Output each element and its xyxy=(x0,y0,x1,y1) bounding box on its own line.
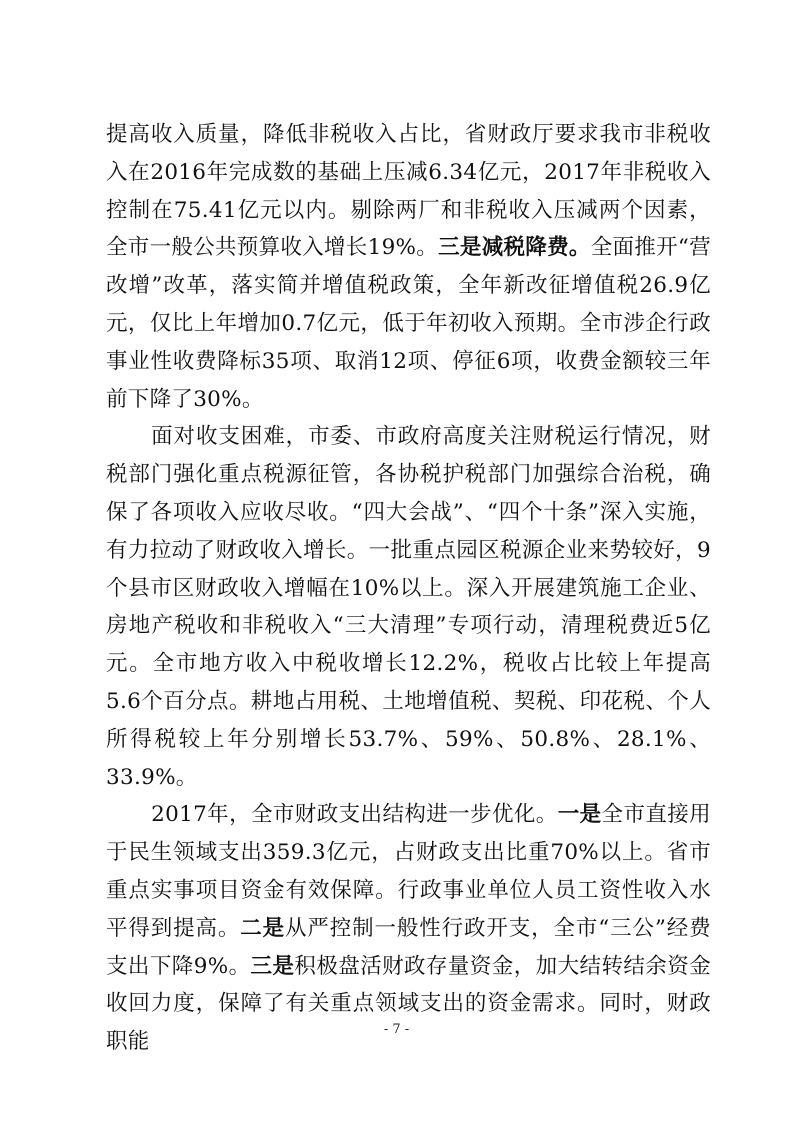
paragraph-3-text-b: 全市直接用于民生领域支出359.3亿元，占财政支出比重70%以上。省市重点实事项目资金有效保障。行政事业单位人员工资性收入水平得到提高。 xyxy=(106,802,711,941)
page-number: - 7 - xyxy=(383,1022,410,1037)
heading-tax-reduction: 三是减税降费。 xyxy=(438,235,591,261)
marker-first: 一是 xyxy=(557,802,602,828)
paragraph-2-text: 面对收支困难，市委、市政府高度关注财税运行情况，财税部门强化重点税源征管，各协税护税部门加强综合治税，确保了各项收入应收尽收。“四大会战”、“四个十条”深入实施，有力拉动了财政收入增长。一批重点园区税源企业来势较好，9个县市区财政收入增幅在10%以上。深入开展建筑施工企业、房地产税收和非税收入“三大清理”专项行动，清理税费近5亿元。全市地方收入中税收增长12.2%，税收占比较上年提高5.6个百分点。耕地占用税、土地增值税、契税、印花税、个人所得税较上年分别增长53.7%、59%、50.8%、28.1%、33.9%。 xyxy=(106,424,711,790)
paragraph-3-text-d: 积极盘活财政存量资金，加大结转结余资金收回力度，保障了有关重点领域支出的资金需求。同时，财政职能 xyxy=(106,953,711,1055)
paragraph-1-text-b: 全面推开“营改增”改革，落实简并增值税政策，全年新改征增值税26.9亿元，仅比上年增加0.7亿元，低于年初收入预期。全市涉企行政事业性收费降标35项、取消12项、停征6项，收费金额较三年前下降了30%。 xyxy=(106,235,711,412)
paragraph-1-text-a: 提高收入质量，降低非税收入占比，省财政厅要求我市非税收入在2016年完成数的基础上压减6.34亿元，2017年非税收入控制在75.41亿元以内。剔除两厂和非税收入压减两个因素，全市一般公共预算收入增长19%。 xyxy=(106,122,711,261)
paragraph-2 xyxy=(106,418,711,796)
paragraph-3-text-c: 从严控制一般性行政开支，全市“三公”经费支出下降9%。 xyxy=(106,915,711,979)
marker-third: 三是 xyxy=(250,953,295,979)
paragraph-3-text-a: 2017年，全市财政支出结构进一步优化。 xyxy=(151,802,558,828)
paragraph-1 xyxy=(106,116,711,418)
marker-second: 二是 xyxy=(240,915,286,941)
body-text xyxy=(106,116,711,1061)
